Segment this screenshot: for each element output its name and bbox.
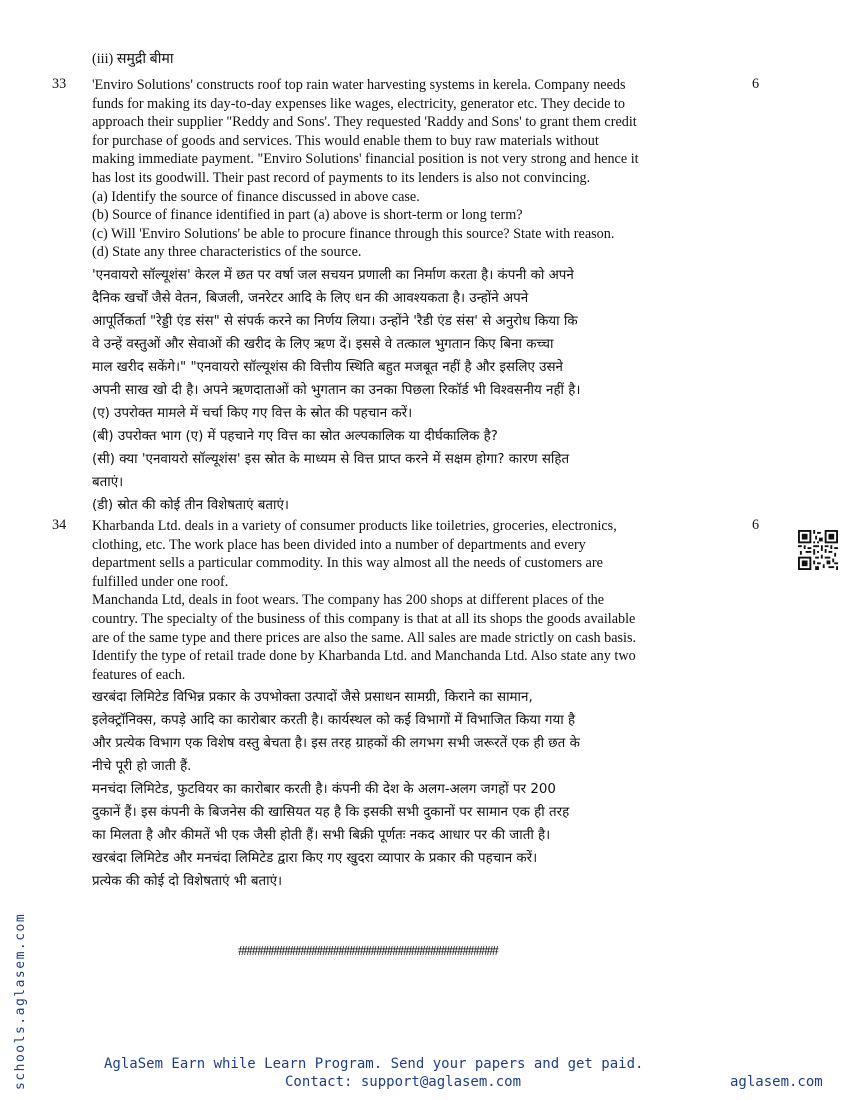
text-line: अपनी साख खो दी है। अपने ऋणदाताओं को भुगतान का उनका पिछला रिकॉर्ड भी विश्वसनीय नहीं है। [92, 383, 581, 398]
text-line: (a) Identify the source of finance discussed in above case. [92, 188, 420, 205]
text-line: country. The specialty of the business of this company is that at all its shops the goods available [92, 610, 636, 627]
text-line: माल खरीद सकेंगे।" "एनवायरो सॉल्यूशंस की वित्तीय स्थिति बहुत मजबूत नहीं है और इसलिए उसने [92, 360, 563, 375]
text-line: for purchase of goods and services. This would enable them to buy raw materials without [92, 132, 599, 149]
text-line: are of the same type and there prices are also the same. All sales are made strictly on cash basis. [92, 629, 637, 646]
text-line: (बी) उपरोक्त भाग (ए) में पहचाने गए वित्त का स्रोत अल्पकालिक या दीर्घकालिक है? [92, 429, 498, 444]
text-line: (c) Will 'Enviro Solutions' be able to procure finance through this source? State with reason. [92, 225, 615, 242]
text-line: fulfilled under one roof. [92, 573, 229, 590]
qr-code-icon [798, 530, 838, 570]
text-line: making immediate payment. "Enviro Solutions' financial position is not very strong and hence it [92, 151, 639, 168]
text-line: Kharbanda Ltd. deals in a variety of consumer products like toiletries, groceries, electronics, [92, 518, 617, 534]
text-line: दैनिक खर्चों जैसे वेतन, बिजली, जनरेटर आदि के लिए धन की आवश्यकता है। उन्होंने अपने [92, 291, 529, 306]
text-line: Manchanda Ltd, deals in foot wears. The company has 200 shops at different places of the [92, 592, 605, 609]
option-iii-hindi: (iii) समुद्री बीमा [92, 51, 174, 67]
question-33-marks: 6 [752, 76, 760, 92]
text-line: आपूर्तिकर्ता "रेड्डी एंड संस" से संपर्क करने का निर्णय लिया। उन्होंने 'रैडी एंड संस' से अनुरोध किया कि [92, 314, 578, 329]
question-34-number: 34 [52, 517, 67, 533]
text-line: Identify the type of retail trade done by Kharbanda Ltd. and Manchanda Ltd. Also state any two [92, 648, 636, 665]
text-line: नीचे पूरी हो जाती हैं. [92, 759, 192, 774]
side-watermark: schools.aglasem.com [13, 912, 28, 1090]
footer-promo-text: AglaSem Earn while Learn Program. Send your papers and get paid. [104, 1056, 644, 1072]
question-33-hindi [92, 264, 740, 517]
text-line: बताएं। [92, 475, 124, 490]
text-line: funds for making its day-to-day expenses like wages, electricity, generator etc. They decide to [92, 95, 626, 112]
end-separator: ################################################ [238, 944, 498, 959]
text-line: has lost its goodwill. Their past record of payments to its lenders is also not convincing. [92, 169, 591, 186]
text-line: प्रत्येक की कोई दो विशेषताएं भी बताएं। [92, 874, 283, 889]
text-line: 'एनवायरो सॉल्यूशंस' केरल में छत पर वर्षा जल सचयन प्रणाली का निर्माण करता है। कंपनी को अपने [92, 268, 574, 283]
footer-brand: aglasem.com [730, 1074, 823, 1090]
text-line: दुकानें हैं। इस कंपनी के बिजनेस की खासियत यह है कि इसकी सभी दुकानों पर सामान एक ही तरह [92, 805, 570, 820]
text-line: इलेक्ट्रॉनिक्स, कपड़े आदि का कारोबार करती है। कार्यस्थल को कई विभागों में विभाजित किया गया है [92, 713, 576, 728]
text-line: department sells a particular commodity. In this way almost all the needs of customers are [92, 555, 603, 572]
text-line: खरबंदा लिमिटेड और मनचंदा लिमिटेड द्वारा किए गए खुदरा व्यापार के प्रकार की पहचान करें। [92, 851, 538, 866]
text-line: (ए) उपरोक्त मामले में चर्चा किए गए वित्त के स्रोत की पहचान करें। [92, 406, 413, 421]
text-line: approach their supplier "Reddy and Sons'. They requested 'Raddy and Sons' to grant them credit [92, 114, 637, 131]
text-line: (सी) क्या 'एनवायरो सॉल्यूशंस' इस स्रोत के माध्यम से वित्त प्राप्त करने में सक्षम होगा? कारण सहित [92, 452, 570, 467]
text-line: (b) Source of finance identified in part (a) above is short-term or long term? [92, 207, 523, 224]
text-line: 'Enviro Solutions' constructs roof top rain water harvesting systems in kerela. Company needs [92, 77, 626, 93]
question-34-english [92, 517, 740, 684]
text-line: (d) State any three characteristics of the source. [92, 244, 362, 261]
text-line: features of each. [92, 666, 186, 683]
footer-contact-text: Contact: support@aglasem.com [285, 1074, 522, 1090]
question-34-marks: 6 [752, 517, 760, 533]
text-line: का मिलता है और कीमतें भी एक जैसी होती हैं। सभी बिक्री पूर्णतः नकद आधार पर की जाती है। [92, 828, 551, 843]
text-line: clothing, etc. The work place has been divided into a number of departments and every [92, 536, 586, 553]
question-33-english [92, 76, 740, 262]
text-line: और प्रत्येक विभाग एक विशेष वस्तु बेचता है। इस तरह ग्राहकों की लगभग सभी जरूरतें एक ही छत के [92, 736, 580, 751]
text-line: मनचंदा लिमिटेड, फुटवियर का कारोबार करती है। कंपनी की देश के अलग-अलग जगहों पर 200 [92, 782, 556, 797]
question-34-hindi [92, 686, 740, 893]
question-33-number: 33 [52, 76, 67, 92]
text-line: (डी) स्रोत की कोई तीन विशेषताएं बताएं। [92, 498, 290, 513]
text-line: खरबंदा लिमिटेड विभिन्न प्रकार के उपभोक्ता उत्पादों जैसे प्रसाधन सामग्री, किराने का सामान, [92, 690, 533, 705]
text-line: वे उन्हें वस्तुओं और सेवाओं की खरीद के लिए ऋण दें। इससे वे तत्काल भुगतान किए बिना कच्चा [92, 337, 554, 352]
